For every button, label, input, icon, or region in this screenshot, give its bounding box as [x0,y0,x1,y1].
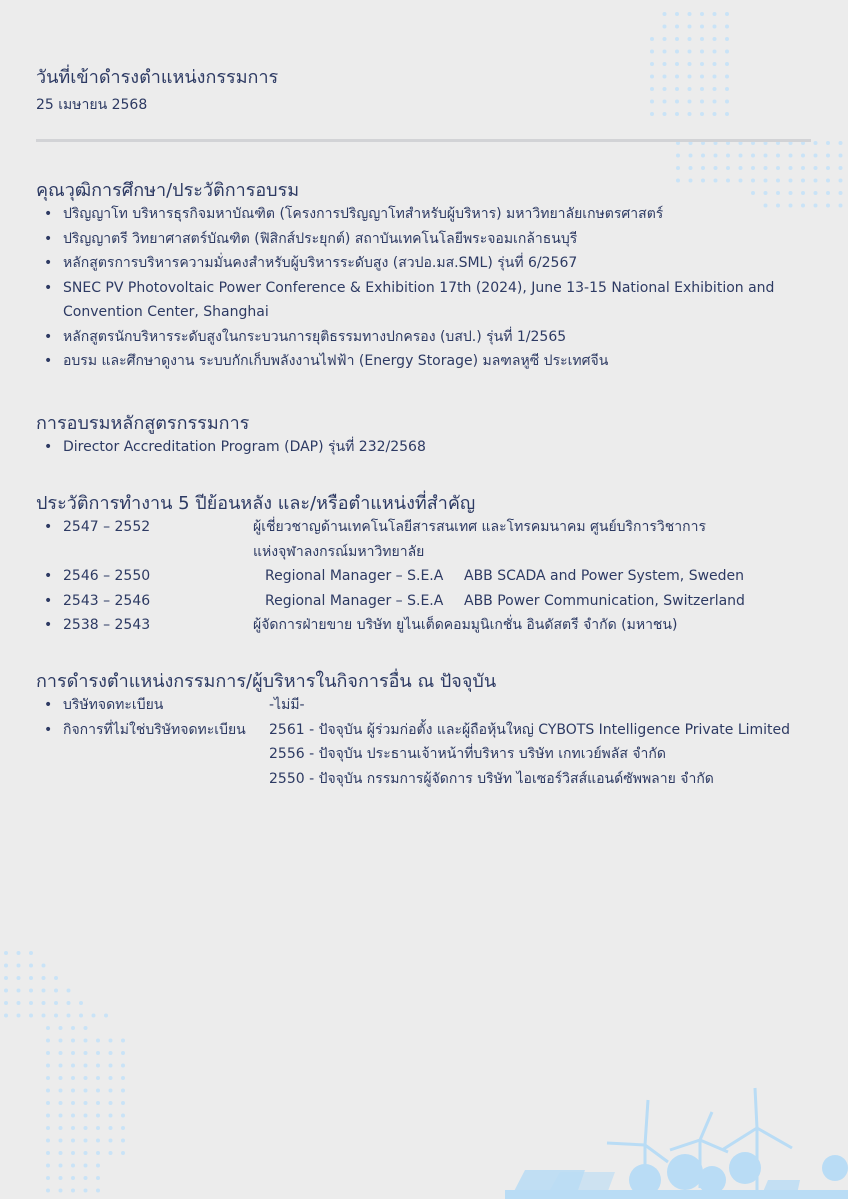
decorative-dot [67,1001,71,1005]
decorative-dot [663,87,667,91]
decorative-dot [71,1101,75,1105]
decorative-dot [84,1164,88,1168]
decorative-dot [29,1014,33,1018]
decorative-dot [700,75,704,79]
decorative-dot [29,976,33,980]
decorative-dot [96,1089,100,1093]
decorative-dot [826,141,830,145]
decorative-dot [650,50,654,54]
decorative-dot [663,25,667,29]
decorative-dot [789,191,793,195]
decorative-dot [714,154,718,158]
decorative-dot [84,1151,88,1155]
decorative-dot [42,1001,46,1005]
list-item: • หลักสูตรนักบริหารระดับสูงในกระบวนการยุติธรรมทางปกครอง (บสป.) รุ่นที่ 1/2565 [36,325,826,350]
decorative-dot [104,1014,108,1018]
decorative-dot [46,1026,50,1030]
decorative-dot [739,154,743,158]
work-history-heading: ประวัติการทำงาน 5 ปีย้อนหลัง และ/หรือตำแหน่งที่สำคัญ [36,493,476,514]
table-row [36,564,826,589]
decorative-dot [675,75,679,79]
non-listed-company-lines [269,718,826,792]
decorative-dot [121,1139,125,1143]
decorative-dot [700,87,704,91]
decorative-dot [725,25,729,29]
decorative-dot [839,191,843,195]
decorative-dot [59,1139,63,1143]
decorative-dot [688,12,692,16]
decorative-dot [109,1114,113,1118]
decorative-dot [17,1001,21,1005]
decorative-dot [46,1126,50,1130]
decorative-dot [84,1089,88,1093]
decorative-dot [67,989,71,993]
decorative-dot [84,1051,88,1055]
decorative-dot [121,1101,125,1105]
decorative-dot [109,1126,113,1130]
decorative-dot [826,166,830,170]
decorative-dot [59,1164,63,1168]
listed-company-label: • บริษัทจดทะเบียน [63,697,164,713]
decorative-dot [725,75,729,79]
decorative-dot [726,154,730,158]
decorative-dot [71,1176,75,1180]
position-line: 2556 - ปัจจุบัน ประธานเจ้าหน้าที่บริหาร บริษัท เกทเวย์พลัส จำกัด [269,746,666,762]
decorative-dot [688,75,692,79]
decorative-dot [650,100,654,104]
decorative-dot [688,37,692,41]
decorative-dot [675,37,679,41]
decorative-dot [713,62,717,66]
work-period: • 2538 – 2543 [63,617,151,633]
decorative-dot [46,1076,50,1080]
decorative-dot [650,87,654,91]
decorative-dot [96,1039,100,1043]
decorative-dot [17,1014,21,1018]
decorative-dot [764,166,768,170]
decorative-dot [675,62,679,66]
decorative-dot [121,1151,125,1155]
list-item [36,718,826,792]
decorative-dot [42,964,46,968]
decorative-dot [839,179,843,183]
decorative-dot [713,87,717,91]
decorative-dot [839,141,843,145]
decorative-dot [701,166,705,170]
decorative-dot [676,179,680,183]
decorative-dot [59,1026,63,1030]
decorative-dot [650,62,654,66]
decorative-dot [826,204,830,208]
decorative-dot [700,25,704,29]
decorative-dot [84,1189,88,1193]
decorative-dot [663,100,667,104]
decorative-dot [71,1114,75,1118]
table-row [36,613,826,638]
decorative-dot [801,191,805,195]
decorative-dot [713,50,717,54]
decorative-dot [46,1189,50,1193]
decorative-dot [54,989,58,993]
decorative-dot [688,62,692,66]
decorative-dot [59,1114,63,1118]
decorative-dot [688,25,692,29]
decorative-dot [67,1014,71,1018]
decorative-dot [109,1139,113,1143]
decorative-dot [725,87,729,91]
decorative-dot [109,1051,113,1055]
decorative-dot [84,1076,88,1080]
decorative-dot [739,166,743,170]
table-row [36,515,826,564]
decorative-dot [29,1001,33,1005]
decorative-dot [96,1101,100,1105]
decorative-dot [59,1101,63,1105]
decorative-dot [713,100,717,104]
decorative-dot [689,179,693,183]
decorative-dot [764,179,768,183]
decorative-dot [46,1051,50,1055]
decorative-dot [725,62,729,66]
decorative-dot [839,166,843,170]
appointment-heading: วันที่เข้าดำรงตำแหน่งกรรมการ [36,67,279,88]
decorative-dot [675,25,679,29]
decorative-dot [650,112,654,116]
work-position: Regional Manager – S.E.A [265,592,444,609]
decorative-dot [29,989,33,993]
decorative-dot [675,100,679,104]
list-item: • SNEC PV Photovoltaic Power Conference & Exhibition 17th (2024), June 13-15 National Exhibition and Convention Center, Shanghai [36,276,803,325]
decorative-dot [676,166,680,170]
decorative-dot [54,1014,58,1018]
position-line: 2561 - ปัจจุบัน ผู้ร่วมก่อตั้ง และผู้ถือหุ้นใหญ่ CYBOTS Intelligence Private Limited [269,721,791,738]
decorative-dot [46,1114,50,1118]
director-training-list [36,435,826,460]
decorative-dot [700,50,704,54]
decorative-dot [839,154,843,158]
decorative-dot [96,1114,100,1118]
work-history-list [36,515,826,638]
decorative-dot [46,1164,50,1168]
decorative-dot [46,1039,50,1043]
decorative-dot [84,1139,88,1143]
decorative-dot [121,1114,125,1118]
table-row [36,589,826,614]
decorative-dot [71,1139,75,1143]
work-company: ABB SCADA and Power System, Sweden [464,568,745,584]
list-item: • ปริญญาโท บริหารธุรกิจมหาบัณฑิต (โครงการปริญญาโทสำหรับผู้บริหาร) มหาวิทยาลัยเกษตรศาสตร์ [36,202,826,227]
decorative-dot [46,1064,50,1068]
decorative-dot [109,1076,113,1080]
decorative-dot [59,1051,63,1055]
decorative-dot [826,179,830,183]
decorative-dot [688,50,692,54]
decorative-dot [701,179,705,183]
decorative-dot [663,112,667,116]
decorative-dot [121,1039,125,1043]
decorative-dot [675,12,679,16]
work-description [265,564,826,589]
work-period: • 2547 – 2552 [63,519,151,535]
decorative-dot [46,1089,50,1093]
decorative-dot [84,1039,88,1043]
decorative-dot [109,1089,113,1093]
work-description [253,515,826,564]
decorative-dot [689,154,693,158]
decorative-dot [29,964,33,968]
decorative-dot [54,976,58,980]
decorative-dot [751,154,755,158]
decorative-dot [814,154,818,158]
decorative-dot [96,1051,100,1055]
list-item: • อบรม และศึกษาดูงาน ระบบกักเก็บพลังงานไฟฟ้า (Energy Storage) มลฑลหูซี ประเทศจีน [36,349,826,374]
decorative-dot [714,166,718,170]
decorative-dot [663,50,667,54]
list-item [36,693,826,718]
decorative-dot [42,1014,46,1018]
decorative-dot [700,37,704,41]
decorative-dot [713,37,717,41]
decorative-dot [29,951,33,955]
decorative-dot [663,37,667,41]
work-description [265,589,826,614]
decorative-dot [650,37,654,41]
decorative-dot [789,154,793,158]
decorative-dot [59,1064,63,1068]
decorative-dot [79,1001,83,1005]
current-positions-list [36,693,826,791]
decorative-dot [46,1139,50,1143]
education-list [36,202,826,374]
decorative-dot [701,154,705,158]
decorative-dot [109,1101,113,1105]
decorative-dot [96,1126,100,1130]
decorative-dot [121,1089,125,1093]
decorative-dot [814,166,818,170]
decorative-dot [714,179,718,183]
decorative-dot [71,1051,75,1055]
decorative-dot [59,1126,63,1130]
decorative-dot [725,12,729,16]
decorative-dot [814,141,818,145]
decorative-dot [121,1076,125,1080]
work-description: ผู้จัดการฝ่ายขาย บริษัท ยูไนเต็ดคอมมูนิเกชั่น อินดัสตรี จำกัด (มหาชน) [253,617,678,633]
decorative-dot [801,154,805,158]
decorative-dot [725,112,729,116]
work-position: Regional Manager – S.E.A [265,568,444,584]
decorative-dot [42,976,46,980]
decorative-dot [92,1014,96,1018]
decorative-dot [46,1176,50,1180]
decorative-dot [814,179,818,183]
work-description-line: แห่งจุฬาลงกรณ์มหาวิทยาลัย [253,543,425,560]
decorative-dot [59,1176,63,1180]
listed-company-value: -ไม่มี- [269,697,305,713]
decorative-dot [764,191,768,195]
work-description-line: ผู้เชี่ยวชาญด้านเทคโนโลยีสารสนเทศ และโทรคมนาคม ศูนย์บริการวิชาการ [253,519,706,535]
list-item: • หลักสูตรการบริหารความมั่นคงสำหรับผู้บริหารระดับสูง (สวปอ.มส.SML) รุ่นที่ 6/2567 [36,251,826,276]
list-item: • Director Accreditation Program (DAP) รุ่นที่ 232/2568 [36,435,826,460]
decorative-dot [713,75,717,79]
decorative-dot [751,166,755,170]
decorative-dot [121,1126,125,1130]
decorative-dot [726,179,730,183]
wind-turbine-illustration [505,1088,848,1199]
decorative-dot [713,12,717,16]
list-item: • ปริญญาตรี วิทยาศาสตร์บัณฑิต (ฟิสิกส์ประยุกต์) สถาบันเทคโนโลยีพระจอมเกล้าธนบุรี [36,227,826,252]
decorative-dot [675,87,679,91]
decorative-dot [725,37,729,41]
decorative-dot [663,12,667,16]
decorative-dot [17,976,21,980]
director-training-heading: การอบรมหลักสูตรกรรมการ [36,413,250,434]
decorative-dot [700,100,704,104]
decorative-dot [688,100,692,104]
decorative-dot [71,1076,75,1080]
decorative-dot [801,179,805,183]
decorative-dot [663,62,667,66]
section-divider [36,139,811,142]
decorative-dot [59,1076,63,1080]
decorative-dot [826,154,830,158]
decorative-dot [71,1026,75,1030]
decorative-dot [71,1064,75,1068]
decorative-dot [700,12,704,16]
decorative-dot [96,1139,100,1143]
decorative-dot [789,179,793,183]
decorative-dot [776,166,780,170]
decorative-dot [96,1064,100,1068]
decorative-dot [84,1114,88,1118]
decorative-dot [59,1089,63,1093]
decorative-dot [4,951,8,955]
decorative-dot [42,989,46,993]
decorative-dot [764,154,768,158]
decorative-dot [725,50,729,54]
decorative-dot [688,112,692,116]
decorative-dot [84,1026,88,1030]
decorative-dot [71,1126,75,1130]
decorative-dot [59,1189,63,1193]
decorative-dot [71,1151,75,1155]
decorative-dot [71,1089,75,1093]
decorative-dot [71,1164,75,1168]
decorative-dot [4,1014,8,1018]
decorative-dot [96,1164,100,1168]
decorative-dot [663,75,667,79]
decorative-dot [17,989,21,993]
decorative-dot [739,179,743,183]
decorative-dot [789,166,793,170]
decorative-dot [46,1151,50,1155]
decorative-dot [751,191,755,195]
decorative-dot [79,1014,83,1018]
decorative-dot [59,1151,63,1155]
decorative-dot [713,112,717,116]
decorative-dot [59,1039,63,1043]
decorative-dot [84,1064,88,1068]
non-listed-company-label: • กิจการที่ไม่ใช่บริษัทจดทะเบียน [63,721,246,738]
decorative-dot [675,50,679,54]
decorative-dot [725,100,729,104]
current-positions-heading: การดำรงตำแหน่งกรรมการ/ผู้บริหารในกิจการอื่น ณ ปัจจุบัน [36,671,497,692]
decorative-dot [700,62,704,66]
decorative-dot [96,1176,100,1180]
decorative-dot [839,204,843,208]
decorative-dot [726,166,730,170]
decorative-dot [689,166,693,170]
decorative-dot [121,1051,125,1055]
decorative-dot [675,112,679,116]
decorative-dot [84,1101,88,1105]
decorative-dot [17,951,21,955]
decorative-dot [17,964,21,968]
decorative-dot [96,1151,100,1155]
education-heading: คุณวุฒิการศึกษา/ประวัติการอบรม [36,180,300,201]
decorative-dot [71,1189,75,1193]
decorative-dot [700,112,704,116]
work-company: ABB Power Communication, Switzerland [464,592,745,609]
decorative-dot [776,154,780,158]
decorative-dot [776,179,780,183]
decorative-dot [121,1064,125,1068]
decorative-dot [801,166,805,170]
decorative-dot [713,25,717,29]
decorative-dot [84,1126,88,1130]
decorative-dot [4,989,8,993]
decorative-dot [4,976,8,980]
decorative-dot [109,1151,113,1155]
decorative-dot [96,1189,100,1193]
work-period: • 2546 – 2550 [63,568,151,584]
decorative-dot [109,1064,113,1068]
decorative-dot [776,191,780,195]
decorative-dot [109,1039,113,1043]
decorative-dot [4,964,8,968]
decorative-dot [650,75,654,79]
decorative-dot [71,1039,75,1043]
decorative-dot [688,87,692,91]
position-line: 2550 - ปัจจุบัน กรรมการผู้จัดการ บริษัท ไอเซอร์วิสส์แอนด์ซัพพลาย จำกัด [269,770,714,787]
decorative-dot [814,191,818,195]
decorative-dot [826,191,830,195]
work-period: • 2543 – 2546 [63,592,151,609]
decorative-dot [96,1076,100,1080]
decorative-dot [54,1001,58,1005]
decorative-dot [751,179,755,183]
decorative-dot [676,154,680,158]
decorative-dot [4,1001,8,1005]
appointment-date: 25 เมษายน 2568 [36,97,148,113]
decorative-dot [46,1101,50,1105]
decorative-dot [84,1176,88,1180]
